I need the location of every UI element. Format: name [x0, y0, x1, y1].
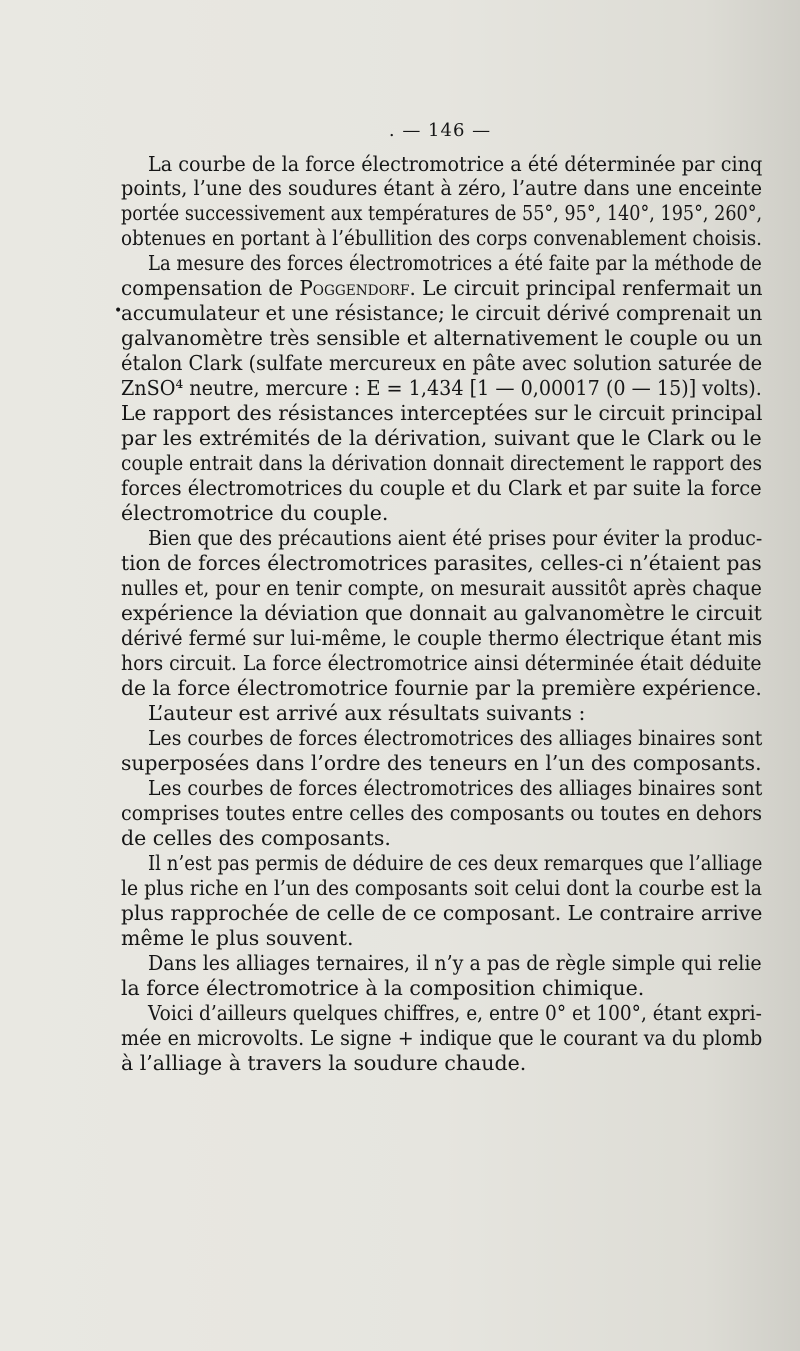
text-line: [121, 276, 762, 300]
text-line: nulles et, pour en tenir compte, on mesurait aussitôt après chaque: [121, 576, 762, 600]
text-line: La mesure des forces électromotrices a été faite par la méthode de: [148, 251, 762, 275]
page-number: . — 146 —: [388, 120, 492, 141]
text-line: mée en microvolts. Le signe + indique que le courant va du plomb: [121, 1026, 763, 1050]
text-line: même le plus souvent.: [121, 926, 354, 950]
text-line: Voici d’ailleurs quelques chiffres, e, entre 0° et 100°, étant expri-: [148, 1001, 762, 1025]
text-line: Il n’est pas permis de déduire de ces deux remarques que l’alliage: [148, 851, 763, 875]
author-name: Poggendorf: [299, 276, 410, 300]
text-line: Dans les alliages ternaires, il n’y a pas de règle simple qui relie: [148, 951, 762, 975]
text-line: Le rapport des résistances interceptées sur le circuit principal: [121, 401, 763, 425]
text-line: par les extrémités de la dérivation, suivant que le Clark ou le: [121, 426, 762, 450]
text-line: la force électromotrice à la composition chimique.: [121, 976, 645, 1000]
text-line: L’auteur est arrivé aux résultats suivants :: [148, 701, 586, 725]
text-line: superposées dans l’ordre des teneurs en l’un des composants.: [121, 751, 762, 775]
text-line: hors circuit. La force électromotrice ainsi déterminée était déduite: [121, 651, 762, 675]
text-segment: compensation de: [121, 276, 300, 300]
text-line: portée successivement aux températures de 55°, 95°, 140°, 195°, 260°,: [121, 201, 763, 225]
margin-mark: •: [114, 303, 123, 319]
text-line: comprises toutes entre celles des composants ou toutes en dehors: [121, 801, 762, 825]
text-segment: . Le circuit principal renfermait un: [409, 276, 763, 300]
text-line: couple entrait dans la dérivation donnait directement le rapport des: [121, 451, 762, 475]
text-line: Les courbes de forces électromotrices des alliages binaires sont: [148, 776, 763, 800]
text-line: à l’alliage à travers la soudure chaude.: [121, 1051, 527, 1075]
text-line: Les courbes de forces électromotrices des alliages binaires sont: [148, 726, 763, 750]
text-line: expérience la déviation que donnait au galvanomètre le circuit: [121, 601, 762, 625]
text-line: galvanomètre très sensible et alternativement le couple ou un: [121, 326, 763, 350]
text-line: points, l’une des soudures étant à zéro, l’autre dans une enceinte: [121, 176, 763, 200]
text-line: obtenues en portant à l’ébullition des corps convenablement choisis.: [121, 226, 763, 250]
text-line: étalon Clark (sulfate mercureux en pâte avec solution saturée de: [121, 351, 763, 375]
text-line: ZnSO⁴ neutre, mercure : E = 1,434 [1 — 0,00017 (0 — 15)] volts).: [121, 376, 762, 400]
text-line: Bien que des précautions aient été prises pour éviter la produc-: [148, 526, 763, 550]
text-line: accumulateur et une résistance; le circuit dérivé comprenait un: [121, 301, 763, 325]
text-line: La courbe de la force électromotrice a été déterminée par cinq: [148, 152, 763, 176]
text-line: tion de forces électromotrices parasites, celles-ci n’étaient pas: [121, 551, 762, 575]
text-line: de la force électromotrice fournie par la première expérience.: [121, 676, 762, 700]
text-line: plus rapprochée de celle de ce composant. Le contraire arrive: [121, 901, 763, 925]
text-line: électromotrice du couple.: [121, 501, 389, 525]
text-line: forces électromotrices du couple et du Clark et par suite la force: [121, 476, 762, 500]
text-line: le plus riche en l’un des composants soit celui dont la courbe est la: [121, 876, 763, 900]
text-line: dérivé fermé sur lui-même, le couple thermo électrique étant mis: [121, 626, 763, 650]
text-line: de celles des composants.: [121, 826, 391, 850]
